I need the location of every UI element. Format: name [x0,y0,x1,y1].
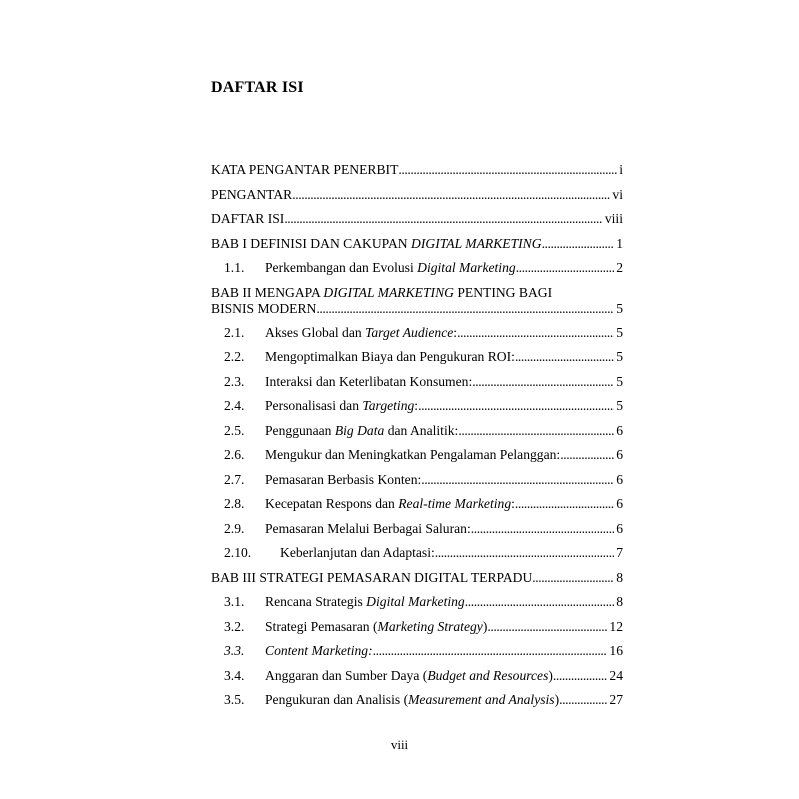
toc-entry-page: 12 [609,618,623,634]
toc-entry-2-4[interactable] [211,394,623,419]
toc-entry-page: 5 [616,373,623,389]
dot-leader [465,590,614,615]
toc-entry-label: BAB I DEFINISI DAN CAKUPAN DIGITAL MARKETING [211,235,542,251]
toc-entry-2-2[interactable] [211,345,623,370]
dot-leader [553,664,607,689]
toc-entry-2-8[interactable] [211,492,623,517]
toc-entry-label: Interaksi dan Keterlibatan Konsumen: [265,373,473,389]
toc-entry-label: Pemasaran Melalui Berbagai Saluran: [265,520,471,536]
toc-entry-number: 2.8. [224,496,245,511]
page-title: DAFTAR ISI [211,79,304,96]
toc-entry-2-10[interactable] [211,541,623,566]
toc-entry-page: 8 [616,569,623,585]
table-of-contents [211,158,623,713]
toc-entry-label-line1: BAB II MENGAPA DIGITAL MARKETING PENTING BAGI [211,284,553,300]
toc-entry-kata-pengantar-penerbit[interactable] [211,158,623,183]
toc-entry-label: Penggunaan Big Data dan Analitik: [265,422,459,438]
toc-entry-page: 5 [616,398,623,413]
toc-entry-number: 3.4. [224,667,245,683]
toc-entry-2-9[interactable] [211,517,623,542]
toc-entry-label: Rencana Strategis Digital Marketing [265,594,465,609]
toc-entry-2-3[interactable] [211,370,623,395]
toc-entry-number: 1.1. [224,260,245,275]
dot-leader [316,301,614,317]
toc-entry-page: 27 [609,692,623,707]
toc-entry-page: 5 [616,324,623,340]
toc-entry-page: 8 [616,594,623,609]
toc-entry-label: DAFTAR ISI [211,211,285,226]
toc-entry-number: 2.3. [224,373,245,389]
toc-entry-label: BAB III STRATEGI PEMASARAN DIGITAL TERPADU [211,569,533,585]
dot-leader [292,183,610,208]
dot-leader [435,541,614,566]
toc-entry-label: Perkembangan dan Evolusi Digital Marketing [265,260,516,275]
toc-entry-number: 2.10. [224,545,252,560]
toc-entry-page: 6 [616,496,623,511]
toc-entry-3-1[interactable] [211,590,623,615]
toc-entry-page: 16 [609,643,623,658]
dot-leader [457,321,614,346]
toc-entry-pengantar[interactable] [211,183,623,208]
toc-entry-label: Strategi Pemasaran (Marketing Strategy) [265,618,488,634]
toc-entry-2-5[interactable] [211,419,623,444]
dot-leader [532,566,614,591]
toc-entry-number: 2.2. [224,349,245,364]
dot-leader [373,639,608,664]
dot-leader [560,443,614,468]
toc-entry-number: 2.6. [224,447,245,462]
toc-entry-label: KATA PENGANTAR PENERBIT [211,162,399,177]
toc-entry-number: 2.5. [224,422,245,438]
toc-entry-label: Pengukuran dan Analisis (Measurement and Analysis) [265,692,560,707]
toc-entry-label: Content Marketing: [265,643,373,658]
toc-entry-label: Anggaran dan Sumber Daya (Budget and Resources) [265,667,553,683]
toc-entry-2-7[interactable] [211,468,623,493]
toc-entry-2-1[interactable] [211,321,623,346]
toc-entry-number: 2.4. [224,398,245,413]
toc-entry-page: 2 [616,260,623,275]
toc-entry-bab-3[interactable] [211,566,623,591]
toc-entry-bab-1[interactable] [211,232,623,257]
dot-leader [472,370,614,395]
toc-entry-2-6[interactable] [211,443,623,468]
toc-entry-3-2[interactable] [211,615,623,640]
toc-entry-label: Akses Global dan Target Audience: [265,324,458,340]
toc-entry-3-5[interactable] [211,688,623,713]
dot-leader [471,517,614,542]
toc-entry-page: i [619,162,623,177]
toc-entry-label: Mengukur dan Meningkatkan Pengalaman Pelanggan: [265,447,561,462]
toc-entry-bab-2[interactable] [211,281,623,321]
toc-entry-page: vi [612,186,623,202]
toc-entry-page: 6 [616,520,623,536]
toc-entry-label: Keberlanjutan dan Adaptasi: [280,545,435,560]
dot-leader [559,688,607,713]
toc-entry-label-line2: BISNIS MODERN [211,300,317,316]
dot-leader [458,419,614,444]
toc-entry-number: 2.9. [224,520,245,536]
toc-entry-number: 2.1. [224,324,245,340]
toc-entry-page: viii [604,211,623,226]
toc-entry-page: 24 [609,667,623,683]
toc-entry-3-4[interactable] [211,664,623,689]
toc-entry-page: 7 [616,545,623,560]
dot-leader [284,207,603,232]
dot-leader [418,394,614,419]
toc-entry-3-3[interactable] [211,639,623,664]
toc-entry-page: 6 [616,447,623,462]
dot-leader [542,232,615,257]
toc-entry-daftar-isi[interactable] [211,207,623,232]
dot-leader [515,492,614,517]
toc-entry-label: Kecepatan Respons dan Real-time Marketing: [265,496,515,511]
toc-entry-number: 3.3. [224,643,245,658]
dot-leader [487,615,607,640]
toc-entry-page: 6 [616,422,623,438]
toc-entry-label: Mengoptimalkan Biaya dan Pengukuran ROI: [265,349,515,364]
toc-entry-number: 3.2. [224,618,245,634]
toc-entry-label: Pemasaran Berbasis Konten: [265,471,422,487]
toc-entry-page: 5 [616,349,623,364]
toc-entry-number: 3.1. [224,594,245,609]
dot-leader [421,468,614,493]
dot-leader [516,256,615,281]
page-number: viii [390,737,409,752]
toc-entry-1-1[interactable] [211,256,623,281]
toc-entry-page: 1 [616,235,623,251]
toc-entry-page: 6 [616,471,623,487]
toc-entry-number: 2.7. [224,471,245,487]
toc-entry-label: PENGANTAR [211,186,293,202]
dot-leader [398,158,617,183]
toc-entry-number: 3.5. [224,692,245,707]
toc-entry-page: 5 [616,300,623,316]
toc-entry-label: Personalisasi dan Targeting: [265,398,419,413]
dot-leader [515,345,614,370]
